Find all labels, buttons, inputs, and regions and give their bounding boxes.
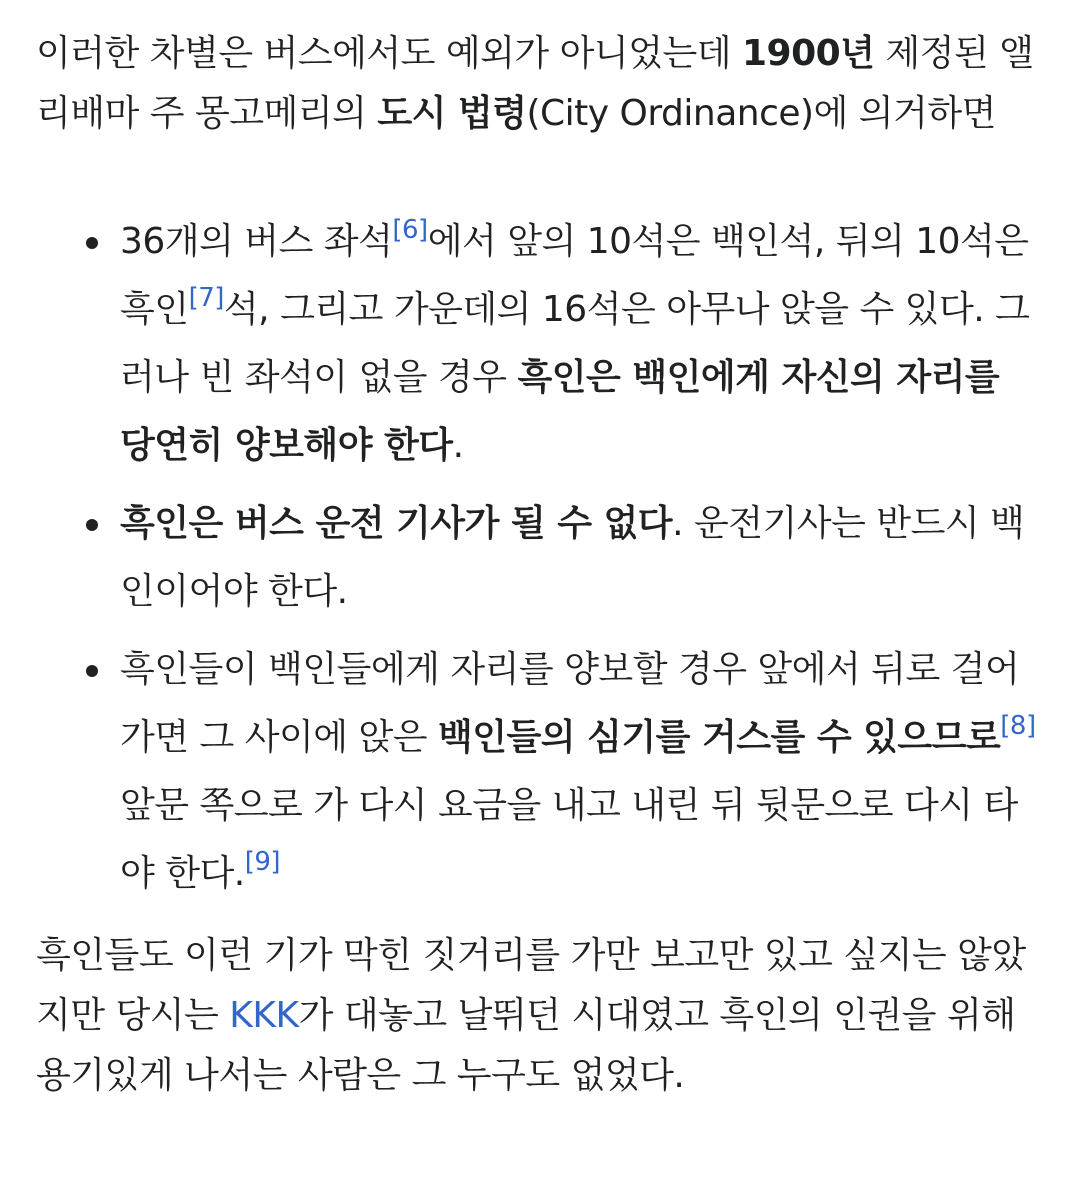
rule-1-emphasis: 흑인은 백인에게 자신의 자리를 당연히 양보해야 한다 — [120, 357, 1000, 466]
rule-2-text-1: . 운전기사는 반드시 백인이어야 한다. — [120, 503, 1025, 612]
kkk-link[interactable]: KKK — [229, 995, 299, 1036]
list-item — [120, 490, 1044, 626]
rule-3-emphasis: 백인들의 심기를 거스를 수 있으므로 — [437, 717, 1001, 758]
intro-paragraph — [36, 24, 1044, 144]
rule-2-emphasis: 흑인은 버스 운전 기사가 될 수 없다 — [120, 503, 673, 544]
rule-1-text-2: 에서 앞의 10석은 백인석, 뒤의 10석은 흑인 — [120, 221, 1029, 330]
rules-list — [36, 208, 1044, 908]
intro-text-2: 제정된 앨리배마 주 몽고메리의 — [36, 33, 1034, 134]
rule-1-text-1: 36개의 버스 좌석 — [120, 221, 393, 262]
citation-9[interactable]: [9] — [244, 847, 281, 877]
citation-6[interactable]: [6] — [392, 215, 428, 245]
rule-3-text-2: 앞문 쪽으로 가 다시 요금을 내고 내린 뒤 뒷문으로 다시 타야 한다. — [120, 785, 1018, 894]
rule-3-text-1: 흑인들이 백인들에게 자리를 양보할 경우 앞에서 뒤로 걸어가면 그 사이에 앉은 — [120, 649, 1020, 758]
citation-8[interactable]: [8] — [1000, 711, 1036, 741]
citation-7[interactable]: [7] — [188, 283, 224, 313]
list-item — [120, 208, 1044, 480]
closing-text-1: 흑인들도 이런 기가 막힌 짓거리를 가만 보고만 있고 싶지는 않았지만 당시는 — [36, 935, 1026, 1036]
rule-1-text-4: . — [452, 425, 464, 466]
intro-year: 1900년 — [741, 33, 875, 74]
closing-text-2: 가 대놓고 날뛰던 시대였고 흑인의 인권을 위해 용기있게 나서는 사람은 그 누구도 없었다. — [36, 995, 1016, 1096]
intro-ordinance: 도시 법령 — [377, 93, 527, 134]
rule-1-text-3: 석, 그리고 가운데의 16석은 아무나 앉을 수 있다. 그러나 빈 좌석이 없을 경우 — [120, 289, 1030, 398]
intro-text-1: 이러한 차별은 버스에서도 예외가 아니었는데 — [36, 33, 742, 74]
list-item — [120, 636, 1044, 908]
intro-text-3: (City Ordinance)에 의거하면 — [526, 93, 996, 134]
closing-paragraph — [36, 926, 1044, 1106]
